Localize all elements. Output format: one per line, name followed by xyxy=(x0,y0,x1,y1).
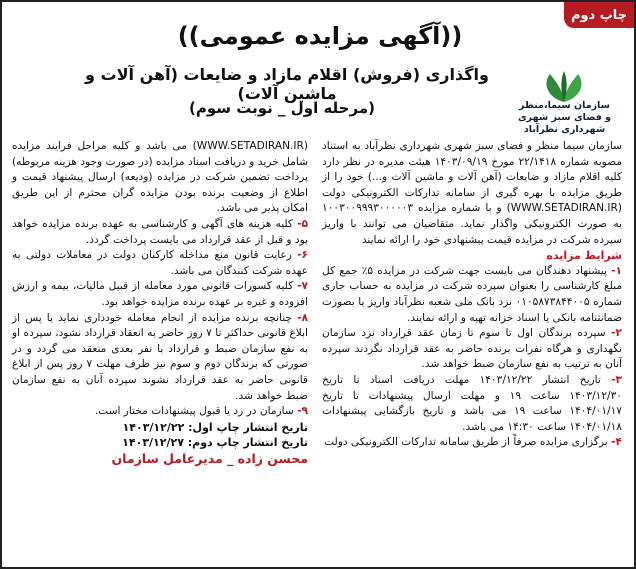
condition-8-num: ۸- xyxy=(297,311,308,324)
condition-7-num: ۷- xyxy=(297,280,308,293)
condition-4-num: ۴- xyxy=(611,436,622,449)
notice-stage: (مرحله اول _ نوبت سوم) xyxy=(189,99,375,117)
condition-1-num: ۱- xyxy=(611,264,622,277)
logo-line-2: شهرداری نظرآباد xyxy=(523,124,606,135)
condition-2-num: ۲- xyxy=(611,327,622,340)
condition-7 xyxy=(12,279,308,310)
condition-4-text: برگزاری مزایده صرفاً از طریق سامانه تدارکات الکترونیکی دولت xyxy=(324,436,608,449)
logo-text xyxy=(517,100,612,136)
condition-8 xyxy=(12,311,308,405)
condition-7-text: کلیه کسورات قانونی مورد معامله از قبیل مالیات، بیمه و ارزش افزوده و غیره بر عهده برنده مزایده خواهد بود. xyxy=(12,280,308,308)
condition-5-num: ۵- xyxy=(297,217,308,230)
condition-6-num: ۶- xyxy=(297,249,308,262)
condition-8-text: چنانچه برنده مزایده از انجام معامله خودداری نماید یا پس از ابلاغ قانونی حداکثر تا ۷ روز حاضر به انعقاد قرارداد نشود، سپرده او به نفع سازمان ضبط و قرارداد با نفر بعدی منعقد می گردد و در صورتی که برندگان دوم و سوم نیز ظرف مهلت ۷ روز پس از ابلاغ قانونی حاضر به عقد قرارداد نشوند سپرده آنان به نفع سازمان ضبط خواهد شد. xyxy=(12,311,308,402)
condition-2 xyxy=(322,326,622,373)
condition-1-text: پیشنهاد دهندگان می بایست جهت شرکت در مزایده ۵٪ جمع کل مبلغ کارشناسی را بعنوان سپرده شرکت در مزایده به حساب جاری شماره ۰۱۰۵۸۷۳۸۴۴۰۰۵ نزد بانک ملی شعبه نظرآباد واریز یا بصورت ضمانتنامه بانکی یا اسناد خزانه تهیه و ارائه نمایند. xyxy=(322,264,622,324)
condition-9-text: سازمان در رد یا قبول پیشنهادات مختار است. xyxy=(94,405,294,418)
organization-logo xyxy=(512,70,622,140)
condition-3 xyxy=(322,373,622,435)
right-column xyxy=(322,139,622,451)
condition-1 xyxy=(322,264,622,326)
condition-6 xyxy=(12,248,308,279)
condition-4 xyxy=(322,435,622,451)
publish-date-1: تاریخ انتشار چاپ اول: ۱۴۰۳/۱۲/۲۲ xyxy=(122,420,308,434)
condition-6-text: رعایت قانون منع مداخله کارکنان دولت در معاملات دولتی به عهده شرکت کنندگان می باشد. xyxy=(12,249,308,277)
intro-paragraph: سازمان سیما منظر و فضای سبز شهری شهرداری نظرآباد به استناد مصوبه شماره ۲۲/۱۴۱۸ مورخ ۱۴۰۳/۰۹/۱۹ هیئت مدیره در نظر دارد کلیه اقلام مازاد و ضایعات (آهن آلات و ماشین آلات و...) خود را از طریق مزایده با بهره گیری از سامانه تدارکات الکترونیکی دولت (WWW.SETADIRAN.IR) و با شماره مزایده ۱۰۰۳۰۰۹۹۹۳۰۰۰۰۰۳ به صورت الکترونیکی واگذار نماید. متقاضیان می توانند با واریز سپرده شرکت در مزایده قیمت پیشنهادی خود را ارائه نمایند xyxy=(322,140,622,246)
notice-title: ((آگهی مزایده عمومی)) xyxy=(177,22,463,50)
left-column xyxy=(12,139,308,466)
condition-9-num: ۹- xyxy=(297,405,308,418)
condition-3-num: ۳- xyxy=(611,373,622,386)
condition-3-text: تاریخ انتشار ۱۴۰۳/۱۲/۲۲ مهلت دریافت اسناد تا تاریخ ۱۴۰۳/۱۲/۳۰ ساعت ۱۹ و مهلت ارسال پیشنهادات تا تاریخ ۱۴۰۴/۰۱/۱۷ ساعت ۱۹ می باشد و تاریخ بازگشایی پیشنهادات ۱۴۰۴/۰۱/۱۸ ساعت ۱۴:۳۰ می باشد. xyxy=(322,373,622,433)
conditions-heading: شرایط مزایده xyxy=(546,249,622,263)
condition-5-text: کلیه هزینه های آگهی و کارشناسی به عهده برنده مزایده خواهد بود و قبل از عقد قرارداد می بایست پرداخت گردد. xyxy=(12,217,308,246)
condition-9 xyxy=(12,404,308,420)
condition-2-text: سپرده برندگان اول تا سوم تا زمان عقد قرارداد نزد سازمان نگهداری و هرگاه نفرات برنده حاضر به عقد قرارداد نگردند سپرده آنان به ترتیب به نفع سازمان ضبط خواهد شد. xyxy=(322,327,622,371)
left-intro: (WWW.SETADIRAN.IR) می باشد و کلیه مراحل فرایند مزایده شامل خرید و دریافت اسناد مزایده (در صورت وجود هزینه مربوطه) پرداخت تضمین شرکت در مزایده (ودیعه) ارسال پیشنهاد قیمت و اطلاع از وضعیت برنده بودن مزایده گران محترم از این طریق امکان پذیر می باشد. xyxy=(12,140,308,215)
green-leaf-emblem-icon xyxy=(534,70,594,104)
edition-badge: چاپ دوم xyxy=(564,2,634,28)
logo-line-1: سازمان سیما،منظر و فضای سبز شهری xyxy=(517,100,612,123)
publish-date-2: تاریخ انتشار چاپ دوم: ۱۴۰۳/۱۲/۲۷ xyxy=(122,436,308,450)
condition-5 xyxy=(12,217,308,248)
signature: محسن زاده _ مدیرعامل سازمان xyxy=(111,450,308,466)
notice-subtitle: واگذاری (فروش) اقلام مازاد و ضایعات (آهن آلات و ماشین آلات) xyxy=(85,65,489,103)
